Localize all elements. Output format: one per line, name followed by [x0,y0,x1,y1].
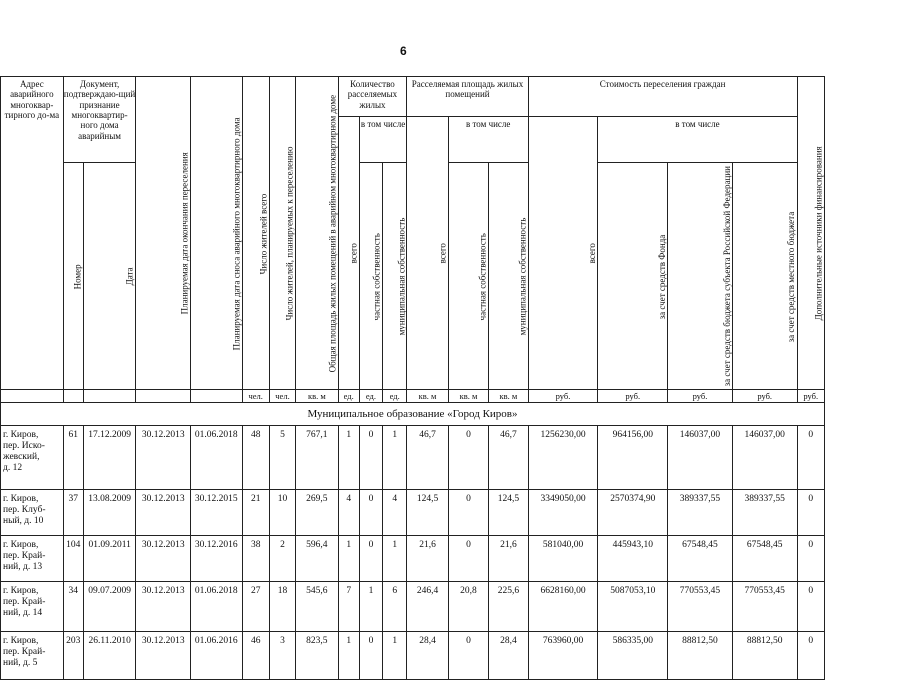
demolition-cell: 01.06.2016 [191,632,243,680]
table-row [1,426,825,490]
area-municipal-cell: 28,4 [489,632,528,680]
demolition-cell: 30.12.2015 [191,490,243,536]
area-cell: 767,1 [296,426,338,490]
area-private-cell: 20,8 [448,582,488,632]
col-cost-header: Стоимость переселения граждан [528,77,797,117]
col-rooms-private-header: частная собственность [359,163,382,390]
subject-cell: 88812,50 [668,632,733,680]
area-cell: 545,6 [296,582,338,632]
unit-cell: ед. [338,390,359,403]
col-doc-number-header: Номер [63,163,83,390]
date-cell: 26.11.2010 [83,632,136,680]
unit-cell: руб. [598,390,668,403]
unit-cell: кв. м [407,390,448,403]
residents-cell: 48 [242,426,269,490]
col-local-budget-header: за счет средств местного бюджета [732,163,797,390]
col-rooms-total-header: всего [338,117,359,390]
number-cell: 104 [63,536,83,582]
area-municipal-cell: 225,6 [489,582,528,632]
table-row [1,582,825,632]
area-cell: 269,5 [296,490,338,536]
rooms-private-cell: 0 [359,426,382,490]
demolition-cell: 30.12.2016 [191,536,243,582]
col-extra-sources-header: Дополнительные источники финансирования [797,77,824,390]
area-cell: 823,5 [296,632,338,680]
planned-cell: 10 [269,490,295,536]
table-row [1,632,825,680]
unit-cell: кв. м [448,390,488,403]
rooms-private-cell: 0 [359,632,382,680]
table-row [1,536,825,582]
planned-cell: 2 [269,536,295,582]
end-cell: 30.12.2013 [136,426,191,490]
unit-cell: руб. [668,390,733,403]
unit-cell: чел. [269,390,295,403]
col-total-area-header: Общая площадь жилых помещений в аварийном многоквартирном доме [296,77,338,390]
col-subject-budget-header: за счет средств бюджета субъекта Российской Федерации [668,163,733,390]
page-number: 6 [400,44,407,58]
col-fund-header: за счет средств Фонда [598,163,668,390]
fund-cell: 586335,00 [598,632,668,680]
col-residents-total-header: Число жителей всего [242,77,269,390]
area-total-cell: 124,5 [407,490,448,536]
fund-cell: 5087053,10 [598,582,668,632]
residents-cell: 21 [242,490,269,536]
subject-cell: 389337,55 [668,490,733,536]
residents-cell: 46 [242,632,269,680]
unit-cell: руб. [528,390,598,403]
extra-cell: 0 [797,426,824,490]
area-total-cell: 246,4 [407,582,448,632]
col-rooms-count-header: Количество расселяемых жилых [338,77,407,117]
rooms-total-cell: 4 [338,490,359,536]
col-area-incl-header: в том числе [448,117,528,163]
section-title: Муниципальное образование «Город Киров» [1,403,825,426]
area-municipal-cell: 124,5 [489,490,528,536]
cost-total-cell: 763960,00 [528,632,598,680]
extra-cell: 0 [797,582,824,632]
planned-cell: 5 [269,426,295,490]
col-planned-end-header: Планируемая дата окончания переселения [136,77,191,390]
col-area-resettled-header: Расселяемая площадь жилых помещений [407,77,528,117]
area-total-cell: 46,7 [407,426,448,490]
unit-cell: кв. м [296,390,338,403]
address-cell: г. Киров, пер. Край- ний, д. 14 [1,582,64,632]
area-private-cell: 0 [448,490,488,536]
address-cell: г. Киров, пер. Край- ний, д. 13 [1,536,64,582]
fund-cell: 2570374,90 [598,490,668,536]
unit-cell: руб. [732,390,797,403]
number-cell: 61 [63,426,83,490]
demolition-cell: 01.06.2018 [191,426,243,490]
local-cell: 88812,50 [732,632,797,680]
rooms-private-cell: 0 [359,536,382,582]
area-private-cell: 0 [448,536,488,582]
cost-total-cell: 3349050,00 [528,490,598,536]
number-cell: 203 [63,632,83,680]
unit-cell: кв. м [489,390,528,403]
area-municipal-cell: 46,7 [489,426,528,490]
rooms-total-cell: 1 [338,632,359,680]
col-area-total-header: всего [407,117,448,390]
fund-cell: 964156,00 [598,426,668,490]
extra-cell: 0 [797,632,824,680]
col-cost-incl-header: в том числе [598,117,797,163]
end-cell: 30.12.2013 [136,490,191,536]
col-document-header: Документ, подтверждаю-щий признание многоквартир-ного дома аварийным [63,77,136,163]
col-rooms-incl-header: в том числе [359,117,407,163]
date-cell: 01.09.2011 [83,536,136,582]
col-area-private-header: частная собственность [448,163,488,390]
local-cell: 389337,55 [732,490,797,536]
extra-cell: 0 [797,490,824,536]
subject-cell: 146037,00 [668,426,733,490]
address-cell: г. Киров, пер. Край- ний, д. 5 [1,632,64,680]
col-address-header: Адрес аварийного многоквар-тирного до-ма [1,77,64,390]
unit-cell: ед. [383,390,407,403]
area-private-cell: 0 [448,632,488,680]
col-residents-planned-header: Число жителей, планируемых к переселению [269,77,295,390]
rooms-private-cell: 1 [359,582,382,632]
col-area-municipal-header: муниципальная собственность [489,163,528,390]
table-row [1,490,825,536]
rooms-total-cell: 1 [338,426,359,490]
rooms-private-cell: 0 [359,490,382,536]
date-cell: 09.07.2009 [83,582,136,632]
resettlement-table [0,76,825,680]
rooms-total-cell: 7 [338,582,359,632]
rooms-municipal-cell: 1 [383,632,407,680]
rooms-total-cell: 1 [338,536,359,582]
local-cell: 67548,45 [732,536,797,582]
area-private-cell: 0 [448,426,488,490]
planned-cell: 3 [269,632,295,680]
extra-cell: 0 [797,536,824,582]
date-cell: 17.12.2009 [83,426,136,490]
area-total-cell: 21,6 [407,536,448,582]
unit-cell: руб. [797,390,824,403]
end-cell: 30.12.2013 [136,536,191,582]
area-cell: 596,4 [296,536,338,582]
unit-cell: ед. [359,390,382,403]
planned-cell: 18 [269,582,295,632]
col-cost-total-header: всего [528,117,598,390]
subject-cell: 770553,45 [668,582,733,632]
end-cell: 30.12.2013 [136,582,191,632]
number-cell: 37 [63,490,83,536]
rooms-municipal-cell: 4 [383,490,407,536]
fund-cell: 445943,10 [598,536,668,582]
col-rooms-municipal-header: муниципальная собственность [383,163,407,390]
area-total-cell: 28,4 [407,632,448,680]
cost-total-cell: 6628160,00 [528,582,598,632]
units-row [1,390,825,403]
address-cell: г. Киров, пер. Иско- жевский, д. 12 [1,426,64,490]
unit-cell: чел. [242,390,269,403]
end-cell: 30.12.2013 [136,632,191,680]
cost-total-cell: 1256230,00 [528,426,598,490]
date-cell: 13.08.2009 [83,490,136,536]
col-planned-demolition-header: Планируемая дата сноса аварийного многоквартирного дома [191,77,243,390]
number-cell: 34 [63,582,83,632]
rooms-municipal-cell: 6 [383,582,407,632]
rooms-municipal-cell: 1 [383,426,407,490]
local-cell: 146037,00 [732,426,797,490]
cost-total-cell: 581040,00 [528,536,598,582]
demolition-cell: 01.06.2018 [191,582,243,632]
residents-cell: 27 [242,582,269,632]
area-municipal-cell: 21,6 [489,536,528,582]
residents-cell: 38 [242,536,269,582]
subject-cell: 67548,45 [668,536,733,582]
col-doc-date-header: Дата [83,163,136,390]
rooms-municipal-cell: 1 [383,536,407,582]
address-cell: г. Киров, пер. Клуб- ный, д. 10 [1,490,64,536]
local-cell: 770553,45 [732,582,797,632]
